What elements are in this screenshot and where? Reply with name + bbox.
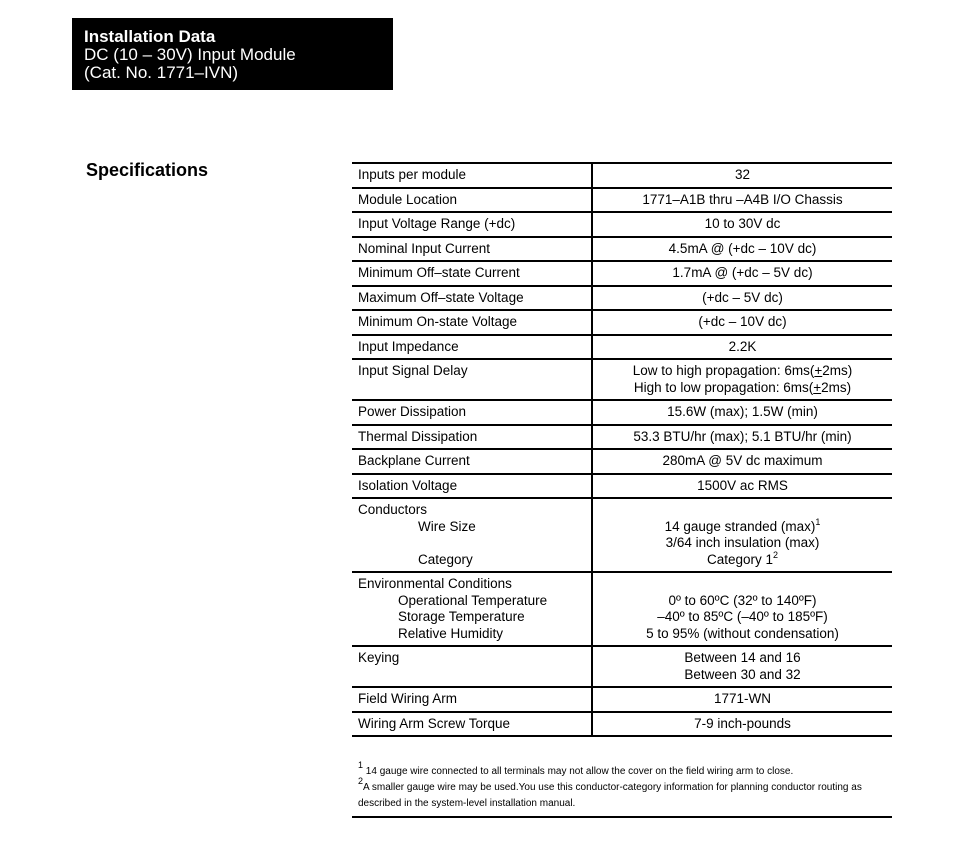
- document-title: Installation Data: [84, 27, 216, 46]
- environment-label: Environmental Conditions: [358, 576, 512, 591]
- spec-label: Isolation Voltage: [352, 474, 592, 499]
- section-title: Specifications: [86, 160, 209, 180]
- footnote-ref: 1: [815, 516, 821, 527]
- category-value: [599, 549, 886, 569]
- footnote-mark: 1: [358, 760, 364, 770]
- spec-value: [592, 646, 892, 687]
- table-row: [352, 474, 892, 499]
- spec-value: [592, 359, 892, 400]
- spec-label: Input Voltage Range (+dc): [352, 212, 592, 237]
- wire-size-text: 14 gauge stranded (max): [664, 518, 816, 534]
- delay-low-high: [599, 363, 886, 380]
- spec-label: Keying: [352, 646, 592, 687]
- table-row: [352, 449, 892, 474]
- footnotes: [352, 760, 892, 818]
- spec-value: 10 to 30V dc: [592, 212, 892, 237]
- spec-label: Minimum Off–state Current: [352, 261, 592, 286]
- keying-value-1: Between 14 and 16: [684, 650, 801, 665]
- storage-temp-label: Storage Temperature: [398, 609, 525, 624]
- delay-high-low: [599, 380, 886, 397]
- delay-text: High to low propagation: 6ms(: [633, 379, 814, 395]
- table-row: [352, 163, 892, 188]
- table-row: [352, 572, 892, 646]
- spec-value: (+dc – 10V dc): [592, 310, 892, 335]
- plus-minus-sign: +: [813, 379, 822, 395]
- spec-label: [352, 572, 592, 646]
- delay-text: 2ms): [822, 363, 853, 378]
- spec-label: Thermal Dissipation: [352, 425, 592, 450]
- footnote-2: [358, 776, 886, 796]
- wire-size-label: Wire Size: [418, 518, 476, 534]
- spec-value: 32: [592, 163, 892, 188]
- spec-label: Field Wiring Arm: [352, 687, 592, 712]
- humidity-value: 5 to 95% (without condensation): [646, 625, 839, 641]
- table-row: [352, 400, 892, 425]
- footnote-ref: 2: [773, 549, 779, 560]
- spec-value: (+dc – 5V dc): [592, 286, 892, 311]
- spec-value: 53.3 BTU/hr (max); 5.1 BTU/hr (min): [592, 425, 892, 450]
- humidity-label: Relative Humidity: [398, 625, 504, 641]
- spec-label: Module Location: [352, 188, 592, 213]
- spec-label: Wiring Arm Screw Torque: [352, 712, 592, 737]
- table-row: [352, 188, 892, 213]
- table-row: [352, 687, 892, 712]
- blank-line: [358, 535, 585, 552]
- footnote-text: 14 gauge wire connected to all terminals may not allow the cover on the field wiring arm to close.: [363, 766, 794, 777]
- table-row: [352, 310, 892, 335]
- table-row: [352, 335, 892, 360]
- table-row: [352, 498, 892, 572]
- spec-value: 280mA @ 5V dc maximum: [592, 449, 892, 474]
- footnote-2-continued: described in the system-level installation manual.: [358, 798, 576, 809]
- spec-value: [592, 498, 892, 572]
- insulation-value: 3/64 inch insulation (max): [665, 535, 820, 550]
- blank-line: [599, 576, 886, 593]
- table-row: [352, 261, 892, 286]
- spec-value: [592, 572, 892, 646]
- op-temp-value: 0º to 60ºC (32º to 140ºF): [668, 592, 817, 608]
- delay-text: Low to high propagation: 6ms(: [632, 363, 815, 378]
- blank-line: [599, 502, 886, 519]
- specifications-table: [352, 162, 892, 737]
- table-row: [352, 237, 892, 262]
- catalog-number: (Cat. No. 1771–IVN): [84, 63, 239, 82]
- spec-value: 4.5mA @ (+dc – 10V dc): [592, 237, 892, 262]
- table-row: [352, 359, 892, 400]
- delay-text: 2ms): [821, 379, 852, 395]
- spec-label: [352, 498, 592, 572]
- spec-value: 2.2K: [592, 335, 892, 360]
- table-row: [352, 646, 892, 687]
- module-name: DC (10 – 30V) Input Module: [84, 45, 296, 64]
- spec-value: 1771–A1B thru –A4B I/O Chassis: [592, 188, 892, 213]
- category-text: Category 1: [706, 551, 774, 567]
- category-label: Category: [418, 551, 473, 567]
- op-temp-label: Operational Temperature: [398, 592, 548, 608]
- footnote-mark: 2: [358, 776, 364, 786]
- keying-value-2: Between 30 and 32: [684, 666, 801, 682]
- spec-value: 1500V ac RMS: [592, 474, 892, 499]
- wire-size-value: [599, 516, 886, 536]
- table-row: [352, 212, 892, 237]
- table-row: [352, 712, 892, 737]
- spec-label: Maximum Off–state Voltage: [352, 286, 592, 311]
- spec-value: 1.7mA @ (+dc – 5V dc): [592, 261, 892, 286]
- footnote-text: A smaller gauge wire may be used.You use this conductor-category information for planning conductor routing as: [363, 782, 862, 793]
- storage-temp-value: –40º to 85ºC (–40º to 185ºF): [657, 609, 828, 624]
- footnote-1: [358, 760, 886, 780]
- spec-label: Minimum On-state Voltage: [352, 310, 592, 335]
- conductors-label: Conductors: [358, 502, 428, 517]
- header-box: [72, 18, 393, 90]
- table-row: [352, 425, 892, 450]
- spec-label: Backplane Current: [352, 449, 592, 474]
- spec-label: Input Impedance: [352, 335, 592, 360]
- plus-minus-sign: +: [814, 363, 823, 378]
- spec-label: Power Dissipation: [352, 400, 592, 425]
- spec-value: 7-9 inch-pounds: [592, 712, 892, 737]
- spec-label: Nominal Input Current: [352, 237, 592, 262]
- spec-label: Inputs per module: [352, 163, 592, 188]
- table-row: [352, 286, 892, 311]
- spec-label: Input Signal Delay: [352, 359, 592, 400]
- spec-value: 1771-WN: [592, 687, 892, 712]
- spec-value: 15.6W (max); 1.5W (min): [592, 400, 892, 425]
